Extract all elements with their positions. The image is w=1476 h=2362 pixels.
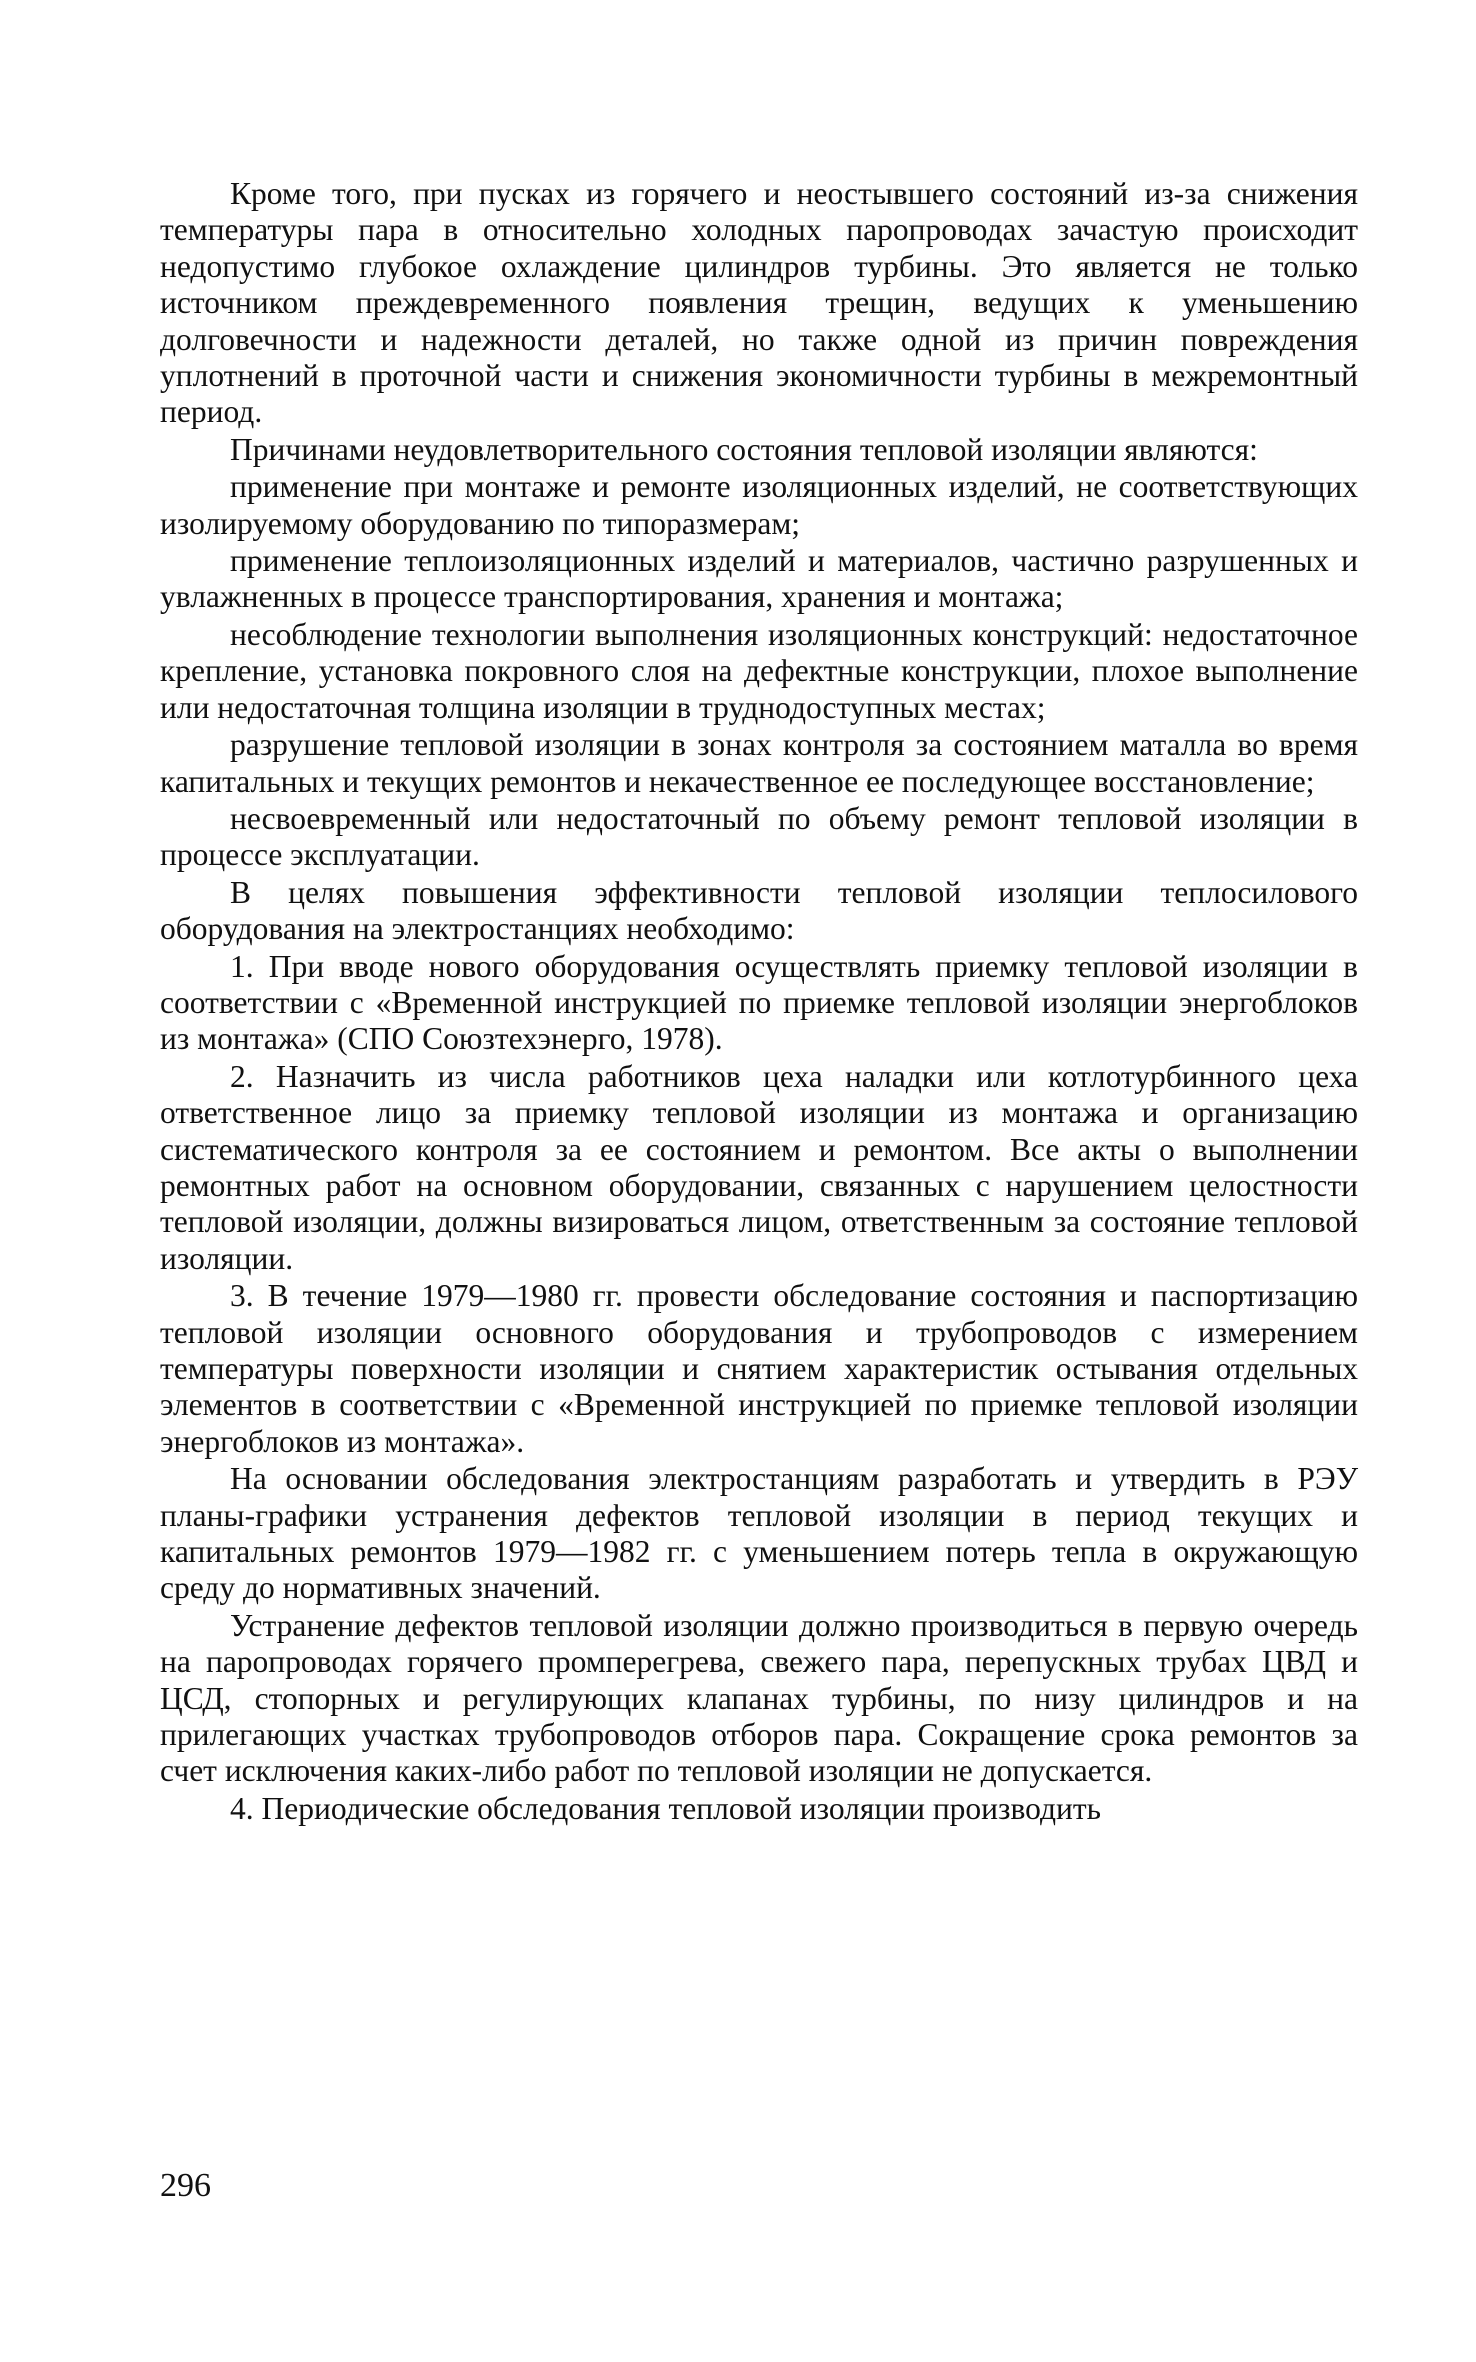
paragraph-cause-untimely-repair: несвоевременный или недостаточный по объему ремонт тепловой изоляции в процессе эксплуатации. [160, 800, 1358, 873]
paragraph-cause-damaged-materials: применение теплоизоляционных изделий и материалов, частично разрушенных и увлажненных в процессе транспортирования, хранения и монтажа; [160, 543, 1358, 615]
paragraph-cause-sizes: применение при монтаже и ремонте изоляционных изделий, не соответствующих изолируемому оборудованию по типоразмерам; [160, 469, 1358, 541]
paragraph-schedules: На основании обследования электростанциям разработать и утвердить в РЭУ планы-графики устранения дефектов тепловой изоляции в период текущих и капитальных ремонтов 1979—1982 гг. с уменьшением потерь тепла в окружающую среду до нормативных значений. [160, 1461, 1358, 1606]
paragraph-measures-intro: В целях повышения эффективности тепловой изоляции теплосилового оборудования на электростанциях необходимо: [160, 874, 1358, 947]
paragraph-causes-intro: Причинами неудовлетворительного состояния тепловой изоляции являются: [230, 431, 1258, 467]
paragraph-measure-3: 3. В течение 1979—1980 гг. провести обследование состояния и паспортизацию тепловой изоляции основного оборудования и трубопроводов с измерением температуры поверхности изоляции и снятием характеристик остывания отдельных элементов в соответствии с «Временной инструкцией по приемке тепловой изоляции энергоблоков из монтажа». [160, 1278, 1358, 1459]
paragraph-measure-4: 4. Периодические обследования тепловой изоляции производить [230, 1790, 1102, 1826]
paragraph-cause-destruction: разрушение тепловой изоляции в зонах контроля за состоянием маталла во время капитальных и текущих ремонтов и некачественное ее последующее восстановление; [160, 727, 1358, 799]
page-number: 296 [160, 2167, 211, 2204]
paragraph-cooling-cylinders: Кроме того, при пусках из горячего и неостывшего состояний из-за снижения температуры пара в относительно холодных паропроводах зачастую происходит недопустимо глубокое охлаждение цилиндров турбины. Это является не только источником преждевременного появления трещин, ведущих к уменьшению долговечности и надежности деталей, но также одной из причин повреждения уплотнений в проточной части и снижения экономичности турбины в межремонтный период. [160, 176, 1358, 430]
page-body [160, 176, 1358, 2286]
paragraph-priority-elimination: Устранение дефектов тепловой изоляции должно производиться в первую очередь на паропроводах горячего промперегрева, свежего пара, перепускных трубах ЦВД и ЦСД, стопорных и регулирующих клапанах турбины, по низу цилиндров и на прилегающих участках трубопроводов отборов пара. Сокращение срока ремонтов за счет исключения каких-либо работ по тепловой изоляции не допускается. [160, 1607, 1358, 1789]
paragraph-measure-1: 1. При вводе нового оборудования осуществлять приемку тепловой изоляции в соответствии с «Временной инструкцией по приемке тепловой изоляции энергоблоков из монтажа» (СПО Союзтехэнерго, 1978). [160, 948, 1358, 1057]
paragraph-measure-2: 2. Назначить из числа работников цеха наладки или котлотурбинного цеха ответственное лицо за приемку тепловой изоляции из монтажа и организацию систематического контроля за ее состоянием и ремонтом. Все акты о выполнении ремонтных работ на основном оборудовании, связанных с нарушением целостности тепловой изоляции, должны визироваться лицом, ответственным за состояние тепловой изоляции. [160, 1058, 1358, 1276]
paragraph-cause-technology: несоблюдение технологии выполнения изоляционных конструкций: недостаточное крепление, установка покровного слоя на дефектные конструкции, плохое выполнение или недостаточная толщина изоляции в труднодоступных местах; [160, 616, 1358, 725]
